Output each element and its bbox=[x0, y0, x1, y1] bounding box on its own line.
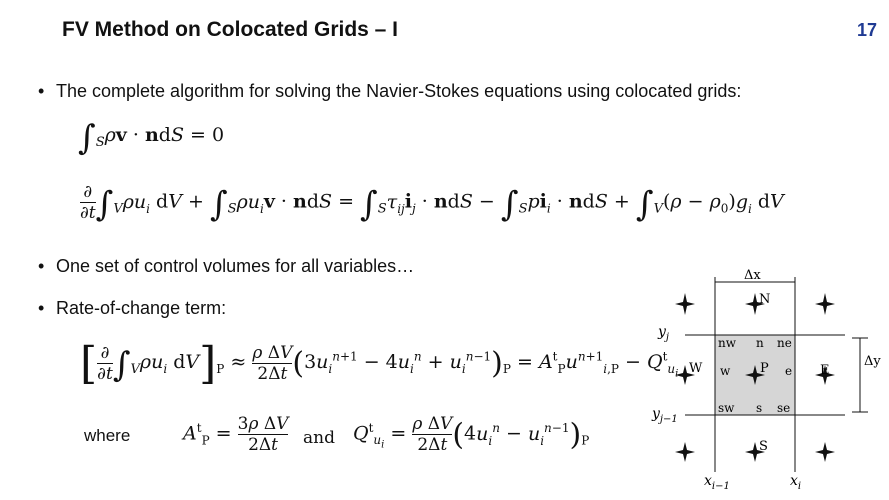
label-yj1 bbox=[651, 406, 678, 425]
label-se: se bbox=[777, 401, 791, 415]
label-xi1-base: x bbox=[704, 473, 712, 489]
label-nw: nw bbox=[718, 336, 736, 350]
colocated-grid-diagram bbox=[640, 262, 889, 500]
bullet-item bbox=[38, 298, 226, 319]
bullet-text: Rate-of-change term: bbox=[56, 298, 227, 318]
label-yj bbox=[657, 324, 669, 343]
bullet-text: One set of control volumes for all variables… bbox=[56, 256, 415, 276]
label-xi bbox=[790, 473, 801, 492]
label-N: N bbox=[759, 292, 771, 307]
label-xi1-sub: i−1 bbox=[711, 481, 730, 492]
continuity-equation: $\int_S\rho v$ · ndS = 0 bbox=[78, 118, 225, 158]
bullet-dot: • bbox=[38, 81, 45, 101]
bullet-dot: • bbox=[38, 298, 45, 318]
rate-of-change-equation: [ ∂ ∂t $\int_V\rho u_i$ $dV]_P$ ≈ $\frac{\text{ρ ΔV}}{2\Delta t}$ $(3u_i^{n+1} - 4u_i^n + u_i^{n-1})_P = A^t_Pu^{n+1}_{i,P} - Q^t_{u_i}$ bbox=[80, 338, 679, 389]
slide-title: FV Method on Colocated Grids – I bbox=[62, 18, 399, 41]
label-s: s bbox=[756, 401, 763, 415]
label-W: W bbox=[689, 361, 703, 376]
label-xi1 bbox=[704, 473, 730, 492]
and-label: and bbox=[303, 428, 335, 448]
node-marker-ne bbox=[815, 293, 835, 315]
label-w: w bbox=[720, 364, 731, 378]
label-e: e bbox=[785, 364, 793, 378]
node-markers bbox=[675, 293, 835, 462]
momentum-equation: ∂ ∂t $\int_V\rho u_i$ dV + $\int_S\rho u_iv$ · ndS = $\int_S\tau_{ij}i_j$ · ndS − $\int_Spi_i$ · ndS + $\int_V(\rho - \rho_0)g_i$ dV bbox=[80, 182, 784, 225]
node-marker-sw bbox=[675, 442, 695, 462]
label-yj1-base: y bbox=[652, 406, 660, 422]
bullet-item bbox=[38, 256, 414, 277]
bullet-item bbox=[38, 81, 741, 102]
label-n: n bbox=[756, 336, 764, 350]
label-xi-sub: i bbox=[797, 481, 802, 492]
dy-label: Δy bbox=[864, 354, 881, 369]
bullet-text: The complete algorithm for solving the Navier-Stokes equations using colocated grids: bbox=[56, 81, 742, 101]
label-S: S bbox=[759, 439, 768, 454]
coefficient-ap-equation: $A^t_P$ = $\frac{\text{3ρ ΔV}}{2\Delta t}$ bbox=[183, 414, 289, 455]
label-xi-base: x bbox=[790, 473, 798, 489]
page-number: 17 bbox=[856, 20, 877, 40]
label-E: E bbox=[820, 363, 830, 378]
bullet-dot: • bbox=[38, 256, 45, 276]
node-marker-se bbox=[815, 442, 835, 462]
node-marker-nw bbox=[675, 293, 695, 315]
source-q-equation: $Q^t_{u_i}$ = $\frac{\text{ρ ΔV}}{2\Delta t}$ $(4u_i^n - u_i^{n-1})_P$ bbox=[353, 414, 590, 455]
label-yj-base: y bbox=[658, 324, 666, 340]
label-yj-sub: j bbox=[665, 332, 670, 343]
label-sw: sw bbox=[718, 401, 735, 415]
label-yj1-sub: j−1 bbox=[659, 414, 678, 425]
dx-label: Δx bbox=[744, 268, 761, 283]
label-ne: ne bbox=[777, 336, 792, 350]
label-P: P bbox=[760, 361, 769, 376]
where-label: where bbox=[84, 426, 131, 445]
